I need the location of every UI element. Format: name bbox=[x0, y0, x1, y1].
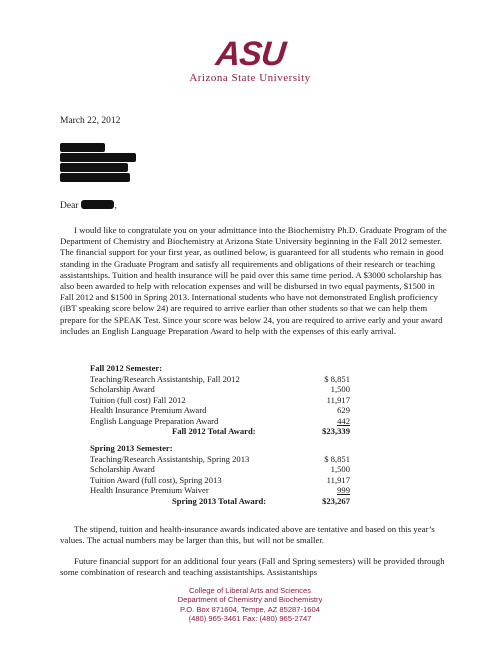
redacted-address-line bbox=[60, 143, 105, 152]
award-amount: 1,500 bbox=[330, 464, 350, 474]
letterhead-footer bbox=[0, 586, 500, 624]
award-row bbox=[90, 395, 350, 406]
redacted-name bbox=[81, 200, 117, 211]
salutation-word: Dear bbox=[60, 201, 79, 211]
fall-section-title: Fall 2012 Semester: bbox=[90, 363, 163, 373]
future-support-paragraph-text: Future financial support for an additional four years (Fall and Spring semesters) will be provided through some combination of research and teaching assistantships. Assistantships bbox=[60, 556, 445, 578]
fall-total-row bbox=[90, 426, 350, 437]
salutation bbox=[60, 200, 117, 211]
total-amount: $23,339 bbox=[322, 426, 350, 436]
award-label: Tuition (full cost) Fall 2012 bbox=[90, 394, 186, 405]
award-label: English Language Preparation Award bbox=[90, 415, 219, 426]
intro-paragraph bbox=[60, 225, 450, 337]
spring-section-title: Spring 2013 Semester: bbox=[90, 443, 173, 453]
footer-department: Department of Chemistry and Biochemistry bbox=[177, 595, 323, 605]
redacted-address-line bbox=[60, 163, 128, 172]
salutation-comma: , bbox=[114, 201, 117, 211]
award-amount: 1,500 bbox=[330, 384, 350, 394]
award-label: Teaching/Research Assistantship, Spring 2013 bbox=[90, 453, 250, 464]
total-label: Spring 2013 Total Award: bbox=[172, 495, 267, 506]
university-logo bbox=[0, 35, 500, 84]
university-name: Arizona State University bbox=[189, 72, 311, 84]
redacted-address-line bbox=[60, 173, 130, 182]
spring-award-table bbox=[90, 443, 350, 506]
award-label: Health Insurance Premium Waiver bbox=[90, 485, 209, 495]
award-amount: 629 bbox=[337, 405, 350, 415]
award-row bbox=[90, 464, 350, 475]
asu-logo-mark: ASU bbox=[213, 35, 287, 73]
spring-total-row bbox=[90, 496, 350, 507]
award-row bbox=[90, 416, 350, 427]
redacted-address-line bbox=[60, 153, 136, 162]
award-row bbox=[90, 374, 350, 385]
award-row bbox=[90, 475, 350, 486]
letter-date: March 22, 2012 bbox=[60, 116, 121, 126]
award-label: Health Insurance Premium Award bbox=[90, 405, 207, 415]
tentative-paragraph bbox=[60, 524, 450, 546]
award-amount: 442 bbox=[337, 415, 350, 426]
future-support-paragraph bbox=[60, 556, 455, 578]
award-amount: 11,917 bbox=[326, 474, 350, 485]
award-label: Tuition Award (full cost), Spring 2013 bbox=[90, 474, 222, 485]
award-amount: 999 bbox=[337, 485, 350, 495]
intro-paragraph-text: I would like to congratulate you on your admittance into the Biochemistry Ph.D. Graduate Program of the Department of Chemistry and Biochemistry at Arizona State University beginning in the Fall 2012 semester. The financial support for your first year, as outlined below, is guaranteed for all students who remain in good standing in the Graduate Program and satisfy all requirements and obligations of their research or teaching assistantships. Tuition and health insurance will be paid over this same time period. A $3000 scholarship has also been awarded to help with relocation expenses and will be disbursed in two equal payments, $1500 in Fall 2012 and $1500 in Spring 2013. International students who have not demonstrated English proficiency (iBT speaking score below 24) are required to arrive earlier than other students so that we can help them prepare for the SPEAK Test. Since your score was below 24, you are required to arrive early and your award includes an English Language Preparation Award to help with the expenses of this early arrival. bbox=[60, 225, 447, 336]
fall-award-table bbox=[90, 363, 350, 437]
award-label: Scholarship Award bbox=[90, 464, 155, 474]
award-row bbox=[90, 454, 350, 465]
total-label: Fall 2012 Total Award: bbox=[172, 426, 256, 436]
award-amount: $ 8,851 bbox=[324, 453, 350, 464]
award-label: Scholarship Award bbox=[90, 384, 155, 394]
tentative-paragraph-text: The stipend, tuition and health-insurance awards indicated above are tentative and based on this year’s values. The actual numbers may be larger than this, but will not be smaller. bbox=[60, 524, 435, 546]
footer-phone: (480) 965-3461 Fax: (480) 965-2747 bbox=[188, 614, 312, 624]
award-row bbox=[90, 485, 350, 496]
award-amount: $ 8,851 bbox=[324, 373, 350, 384]
award-row bbox=[90, 384, 350, 395]
total-amount: $23,267 bbox=[322, 495, 350, 506]
award-row bbox=[90, 405, 350, 416]
award-label: Teaching/Research Assistantship, Fall 2012 bbox=[90, 373, 240, 384]
footer-college: College of Liberal Arts and Sciences bbox=[189, 586, 311, 595]
footer-address: P.O. Box 871604, Tempe, AZ 85287-1604 bbox=[180, 604, 320, 614]
award-amount: 11,917 bbox=[326, 394, 350, 405]
